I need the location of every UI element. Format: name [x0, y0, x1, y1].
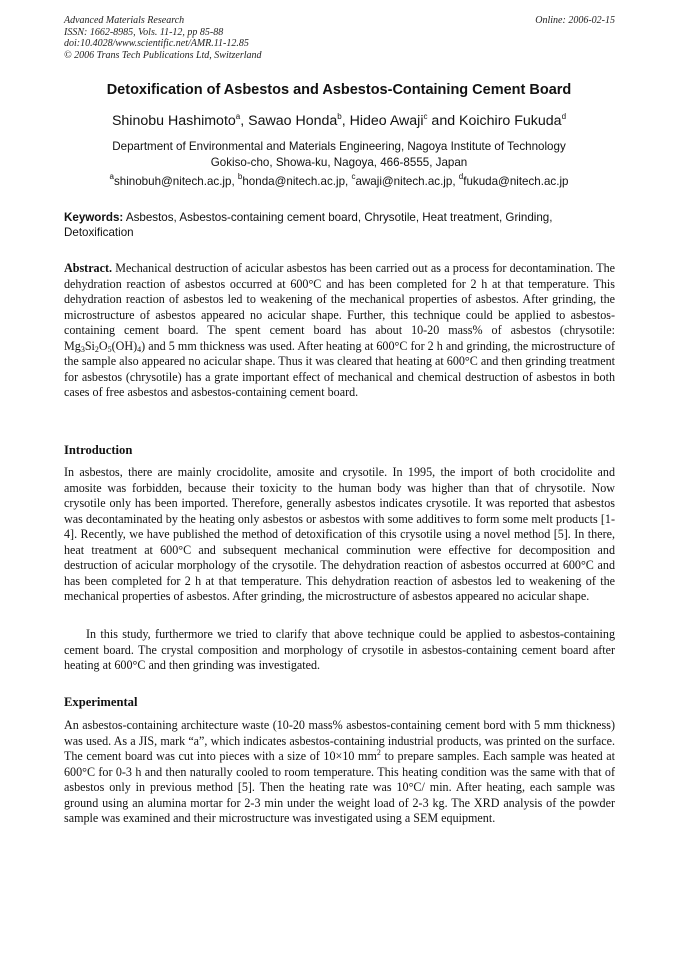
- author-list: [0, 113, 678, 129]
- author-name: Hideo Awaji: [349, 113, 424, 129]
- abstract-text: ) and 5 mm thickness was used. After heating at 600°C for 2 h and grinding, the microstructure of the sample also appeared no acicular shape. Thus it was cleared that heating at 600°C and then grinding treatment for asbestos (chrysotile) has a grate important effect of mechanical and chemical destruction of asbestos in both cases of free asbestos and asbestos-containing cement board.: [64, 338, 615, 399]
- author-name: Sawao Honda: [248, 113, 338, 129]
- abstract-label: Abstract.: [64, 261, 113, 275]
- affiliation: [0, 139, 678, 170]
- email-address[interactable]: shinobuh@nitech.ac.jp: [113, 175, 232, 188]
- formula-part: O: [98, 338, 108, 353]
- email-mark: b: [237, 172, 243, 181]
- author-mark: d: [561, 112, 567, 121]
- author-mark: a: [235, 112, 241, 121]
- email-address[interactable]: honda@nitech.ac.jp: [242, 175, 346, 188]
- formula-subscript: 5: [107, 344, 112, 354]
- experimental-paragraph: [64, 718, 615, 827]
- formula-part: Si: [84, 338, 95, 353]
- affiliation-line: Department of Environmental and Materials Engineering, Nagoya Institute of Technology: [112, 140, 566, 153]
- introduction-heading: Introduction: [64, 443, 133, 457]
- author-name: Koichiro Fukuda: [459, 113, 562, 129]
- journal-name: Advanced Materials Research: [64, 15, 185, 26]
- paper-title: Detoxification of Asbestos and Asbestos-Containing Cement Board: [106, 82, 572, 98]
- experimental-text: to prepare samples. Each sample was heated at 600°C for 0-3 h and then naturally cooled to room temperature. This heating condition was the same with that of asbestos only in previous method [5]. Then the heating rate was 10°C/ min. After heating, each sample was ground using an alumina mortar for 2-3 min under the weight load of 2-3 kg. The XRD analysis of the powder sample was examined and their microstructure was investigated using a SEM equipment.: [64, 749, 615, 825]
- experimental-heading: Experimental: [64, 695, 138, 709]
- email-separator: ,: [345, 175, 352, 188]
- unit-superscript: 2: [376, 748, 381, 757]
- affiliation-line: Gokiso-cho, Showa-ku, Nagoya, 466-8555, Japan: [210, 155, 468, 169]
- email-separator: ,: [231, 175, 238, 188]
- journal-copyright: © 2006 Trans Tech Publications Ltd, Switzerland: [64, 49, 262, 61]
- journal-doi: doi:10.4028/www.scientific.net/AMR.11-12.85: [64, 38, 249, 49]
- journal-issn: ISSN: 1662-8985, Vols. 11-12, pp 85-88: [64, 26, 224, 38]
- keywords-text: Asbestos, Asbestos-containing cement board, Chrysotile, Heat treatment, Grinding, Detoxification: [64, 211, 553, 239]
- keywords-label: Keywords:: [64, 211, 124, 224]
- email-address[interactable]: fukuda@nitech.ac.jp: [463, 175, 569, 188]
- online-date: Online: 2006-02-15: [535, 15, 615, 26]
- author-separator: and: [427, 113, 460, 129]
- author-mark: c: [423, 112, 428, 121]
- formula-subscript: 3: [80, 344, 85, 354]
- email-mark: c: [351, 172, 356, 181]
- abstract-text: Mechanical destruction of acicular asbestos has been carried out as a process for decontamination. The dehydration reaction of asbestos occurred at 600°C and has been completed for 2 h at that temperature. This dehydration reaction of asbestos led to weakening of the mechanical properties of asbestos. After grinding, the microstructure of asbestos appeared no acicular shape. Further, this technique could be applied to asbestos-containing cement board. The spent cement board has about 10-20 mass% of asbestos (chrysotile: Mg: [64, 261, 615, 353]
- formula-subscript: 4: [137, 344, 142, 354]
- author-mark: b: [337, 112, 342, 121]
- introduction-paragraph: In this study, furthermore we tried to clarify that above technique could be applied to asbestos-containing cement board. The crystal composition and morphology of crysotile in asbestos-containing cement board after heating at 600°C and then grinding was investigated.: [64, 627, 615, 672]
- email-mark: a: [109, 172, 114, 181]
- abstract: [64, 261, 615, 401]
- email-address[interactable]: awaji@nitech.ac.jp: [355, 175, 453, 188]
- keywords: [64, 210, 615, 240]
- email-list: [0, 172, 678, 188]
- introduction-paragraph: In asbestos, there are mainly crocidolite, amosite and crysotile. In 1995, the import of both crocidolite and amosite was forbidden, because their toxicity to the human body was higher than that of chrysotile. Now crysotile only has been imported. Therefore, generally asbestos indicates crysotile. It was reported that asbestos was decontaminated by the heating only asbestos or asbestos with some additives to form some melt products [1-4]. Recently, we have published the method of detoxification of this crysotile using a novel method [5]. In there, heat treatment at 600°C and subsequent mechanical comminution were effective for decomposition and destruction of acicular morphology of the crysotile. The dehydration reaction of asbestos occurred at 600°C and has been completed for 2 h at that temperature. This dehydration reaction of asbestos led to weakening of the mechanical properties of asbestos. After grinding, the microstructure of asbestos appeared no acicular shape.: [64, 465, 615, 603]
- formula-part: (OH): [111, 338, 138, 353]
- author-separator: ,: [240, 113, 249, 129]
- journal-header: [64, 15, 615, 61]
- email-separator: ,: [452, 175, 459, 188]
- experimental-text: An asbestos-containing architecture waste (10-20 mass% asbestos-containing cement bord with 5 mm thickness) was used. As a JIS, mark “a”, which indicates asbestos-containing industrial products, was printed on the surface. The cement board was cut into pieces with a size of 10×10 mm: [64, 718, 615, 763]
- author-name: Shinobu Hashimoto: [111, 113, 236, 129]
- author-separator: ,: [341, 113, 350, 129]
- email-mark: d: [458, 172, 464, 181]
- formula-subscript: 2: [94, 344, 99, 354]
